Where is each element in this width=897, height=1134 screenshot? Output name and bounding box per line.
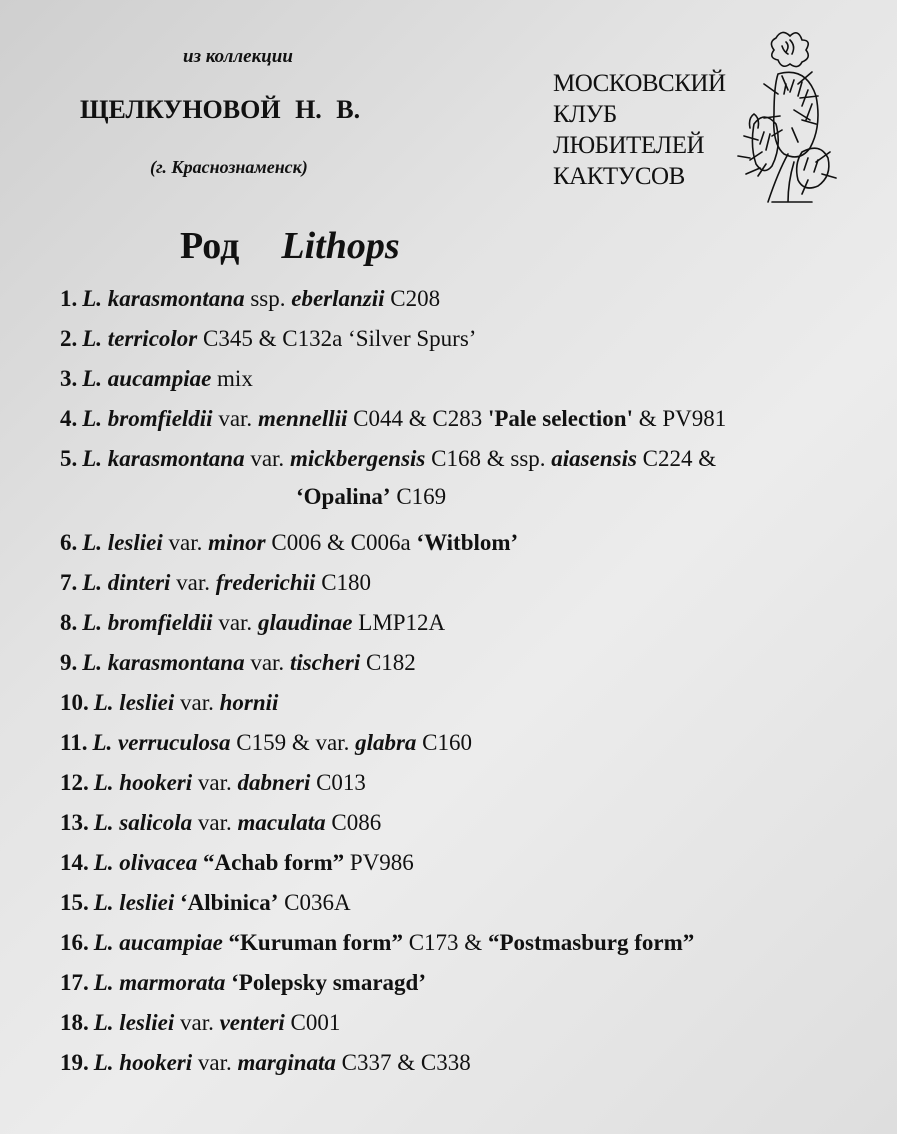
- list-item-number: 10.: [60, 690, 89, 715]
- list-item-number: 14.: [60, 850, 89, 875]
- list-item-number: 16.: [60, 930, 89, 955]
- list-item-text: [94, 770, 366, 796]
- cultivar-name: “Kuruman form”: [228, 930, 403, 955]
- list-item-detail: var.: [174, 690, 220, 715]
- list-item-detail: C208: [384, 286, 441, 311]
- list-item-detail: var.: [244, 446, 290, 471]
- species-name: hornii: [219, 690, 279, 715]
- list-item-text: [94, 690, 279, 716]
- list-item-detail: C044 & C283: [347, 406, 488, 431]
- list-item-text: [92, 730, 472, 756]
- list-item-detail: C224 &: [636, 446, 717, 471]
- list-item-number: 12.: [60, 770, 89, 795]
- cactus-logo-icon: [728, 24, 848, 214]
- list-item-detail: C345 & C132a ‘Silver Spurs’: [197, 326, 477, 351]
- species-name: L. olivacea: [93, 850, 198, 875]
- species-name: marginata: [237, 1050, 336, 1075]
- species-name: L. lesliei: [93, 890, 175, 915]
- species-name: L. salicola: [93, 810, 193, 835]
- species-name: L. dinteri: [82, 570, 171, 595]
- species-name: L. bromfieldii: [82, 610, 213, 635]
- list-item: [60, 650, 416, 676]
- list-item-detail: var.: [192, 810, 238, 835]
- cultivar-name: “Achab form”: [202, 850, 345, 875]
- species-name: L. karasmontana: [82, 650, 245, 675]
- list-item-text: [82, 530, 518, 556]
- list-item: [60, 770, 366, 796]
- genus-name: Lithops: [281, 225, 400, 267]
- species-name: aiasensis: [551, 446, 637, 471]
- list-item-detail: C182: [360, 650, 416, 675]
- list-item-number: 2.: [60, 326, 78, 351]
- species-name: maculata: [237, 810, 326, 835]
- list-item: [60, 446, 716, 472]
- list-item: [60, 570, 371, 596]
- list-item-number: 13.: [60, 810, 89, 835]
- city-label: (г. Краснознаменск): [150, 157, 308, 177]
- list-item: [60, 286, 440, 312]
- list-item-number: 8.: [60, 610, 78, 635]
- species-name: glaudinae: [257, 610, 353, 635]
- list-item: [60, 690, 278, 716]
- list-item-detail: var.: [162, 530, 209, 555]
- list-item-detail: C001: [284, 1010, 341, 1035]
- list-item: [60, 890, 351, 916]
- list-item-detail: C337 & C338: [335, 1050, 471, 1075]
- list-item: [60, 1050, 471, 1076]
- list-item-text: [94, 970, 426, 996]
- list-item-number: 19.: [60, 1050, 89, 1075]
- list-item-text: [82, 366, 253, 392]
- list-item-detail: var.: [174, 1010, 220, 1035]
- species-name: L. lesliei: [82, 530, 163, 555]
- list-item-number: 7.: [60, 570, 78, 595]
- list-item-detail: var.: [170, 570, 216, 595]
- list-item-detail: var.: [212, 406, 258, 431]
- list-item: [60, 930, 694, 956]
- species-name: minor: [208, 530, 266, 555]
- club-name-line: КАКТУСОВ: [553, 163, 685, 190]
- cultivar-name: “Postmasburg form”: [487, 930, 695, 955]
- list-item-detail: var.: [212, 610, 258, 635]
- list-item-continuation: [60, 484, 446, 510]
- list-item-detail: C086: [325, 810, 382, 835]
- club-name-line: ЛЮБИТЕЛЕЙ: [553, 132, 705, 159]
- list-item-detail: C180: [315, 570, 372, 595]
- list-item-text: [82, 406, 726, 432]
- list-item-text: [94, 850, 414, 876]
- species-name: tischeri: [289, 650, 361, 675]
- species-name: mennellii: [257, 406, 348, 431]
- species-name: dabneri: [237, 770, 311, 795]
- list-item: [60, 970, 426, 996]
- list-item: [60, 366, 253, 392]
- cultivar-name: 'Pale selection': [487, 406, 633, 431]
- list-item-number: 9.: [60, 650, 78, 675]
- genus-heading: [180, 224, 400, 268]
- list-item-detail: C013: [310, 770, 366, 795]
- list-item-detail: C159 & var.: [230, 730, 356, 755]
- list-item-number: 17.: [60, 970, 89, 995]
- list-item-detail: mix: [211, 366, 253, 391]
- list-item-detail: C006 & C006a: [265, 530, 417, 555]
- list-item-detail: LMP12A: [352, 610, 446, 635]
- list-item: [60, 406, 726, 432]
- species-name: L. karasmontana: [82, 286, 245, 311]
- list-item-detail: PV986: [344, 850, 414, 875]
- species-name: L. lesliei: [93, 1010, 175, 1035]
- species-name: L. hookeri: [93, 770, 193, 795]
- list-item: [60, 1010, 340, 1036]
- list-item-text: [94, 1010, 341, 1036]
- list-item-number: 6.: [60, 530, 78, 555]
- list-item-number: 3.: [60, 366, 78, 391]
- species-name: L. terricolor: [82, 326, 198, 351]
- cultivar-name: ‘Albinica’: [179, 890, 279, 915]
- species-name: L. verruculosa: [92, 730, 231, 755]
- collection-owner: ЩЕЛКУНОВОЙ Н. В.: [80, 95, 361, 124]
- club-name-line: КЛУБ: [553, 101, 617, 128]
- list-item: [60, 850, 414, 876]
- cultivar-name: ‘Witblom’: [416, 530, 519, 555]
- species-name: L. marmorata: [93, 970, 226, 995]
- list-item-text: [94, 1050, 471, 1076]
- list-item-number: 4.: [60, 406, 78, 431]
- list-item-detail: C169: [390, 484, 447, 509]
- list-item-detail: ssp.: [244, 286, 292, 311]
- species-name: L. aucampiae: [93, 930, 223, 955]
- list-item: [60, 530, 518, 556]
- species-name: mickbergensis: [289, 446, 426, 471]
- species-name: L. karasmontana: [82, 446, 245, 471]
- list-item-text: [82, 570, 371, 596]
- list-item: [60, 610, 445, 636]
- list-item-text: [82, 650, 416, 676]
- list-item-number: 18.: [60, 1010, 89, 1035]
- list-item-text: [94, 930, 695, 956]
- list-item: [60, 730, 472, 756]
- list-item-text: [82, 446, 716, 472]
- species-name: glabra: [355, 730, 417, 755]
- species-name: frederichii: [215, 570, 316, 595]
- list-item-text: [82, 610, 445, 636]
- species-name: L. hookeri: [93, 1050, 193, 1075]
- species-name: L. lesliei: [93, 690, 175, 715]
- list-item-number: 5.: [60, 446, 78, 471]
- list-item-detail: var.: [192, 1050, 238, 1075]
- genus-label: Род: [180, 225, 240, 267]
- species-name: L. bromfieldii: [82, 406, 213, 431]
- from-collection-label: из коллекции: [183, 46, 293, 67]
- list-item-text: [94, 890, 351, 916]
- club-name-line: МОСКОВСКИЙ: [553, 70, 726, 97]
- list-item-text: [82, 286, 440, 312]
- list-item-text: [82, 326, 476, 352]
- list-item-number: 11.: [60, 730, 88, 755]
- list-item-number: 15.: [60, 890, 89, 915]
- cultivar-name: ‘Polepsky smaragd’: [231, 970, 426, 995]
- list-item-text: [94, 810, 382, 836]
- list-item-detail: C036A: [278, 890, 351, 915]
- list-item: [60, 810, 381, 836]
- list-item-detail: C173 &: [402, 930, 488, 955]
- list-item-detail: & PV981: [632, 406, 727, 431]
- list-item-detail: var.: [192, 770, 238, 795]
- list-item-detail: C160: [416, 730, 473, 755]
- list-item-number: 1.: [60, 286, 78, 311]
- list-item-detail: var.: [244, 650, 290, 675]
- club-name: [553, 68, 726, 192]
- cultivar-name: ‘Opalina’: [296, 484, 391, 509]
- species-name: venteri: [219, 1010, 285, 1035]
- list-item: [60, 326, 476, 352]
- list-item-detail: C168 & ssp.: [425, 446, 552, 471]
- species-name: eberlanzii: [291, 286, 385, 311]
- species-name: L. aucampiae: [82, 366, 212, 391]
